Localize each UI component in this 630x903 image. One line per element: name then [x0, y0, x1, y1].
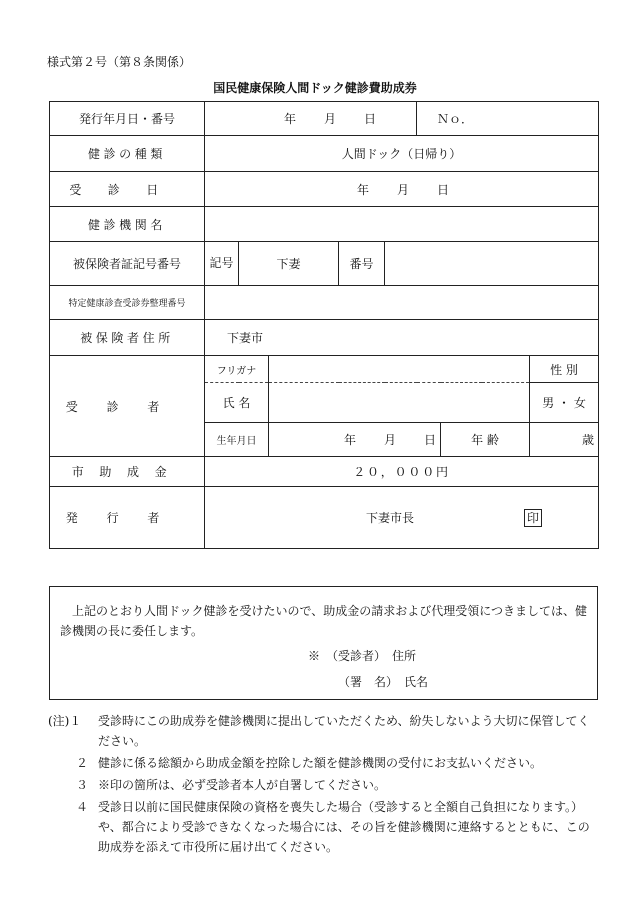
row-exam-date	[50, 172, 599, 207]
birth-date-field[interactable]	[269, 423, 441, 457]
symbol-label: 記号	[205, 242, 239, 286]
issue-year: 年	[284, 112, 297, 126]
birth-label: 生年月日	[205, 423, 269, 457]
row-subsidy	[50, 457, 599, 487]
note-text: ※印の箇所は、必ず受診者本人が自署してください。	[98, 778, 387, 792]
seal-stamp: 印	[524, 509, 542, 527]
number-field[interactable]	[385, 242, 599, 286]
furigana-label: フリガナ	[205, 356, 269, 383]
issue-date-label: 発行年月日・番号	[50, 102, 205, 136]
issue-date-field[interactable]	[205, 102, 417, 136]
address-value: 下妻市	[227, 331, 264, 345]
institution-field[interactable]	[205, 207, 599, 242]
subsidy-value: ２０，０００円	[205, 457, 599, 487]
note-label: (注)１	[48, 714, 82, 728]
exam-year: 年	[357, 182, 370, 197]
note-item	[62, 797, 592, 857]
symbol-value: 下妻	[239, 242, 339, 286]
row-issuer	[50, 487, 599, 549]
row-exam-type	[50, 136, 599, 172]
note-text: 受診日以前に国民健康保険の資格を喪失した場合（受診すると全額自己負担になります。）や、都合により受診できなくなった場合には、その旨を健診機関に連絡するとともに、この助成券を添えて市役所に届け出てください。	[98, 800, 590, 854]
note-item	[48, 711, 592, 751]
form-number: 様式第２号（第８条関係）	[47, 55, 192, 69]
furigana-field[interactable]	[269, 356, 530, 383]
subsidy-label: 市助成金	[50, 457, 205, 487]
issue-no: Ｎｏ．	[437, 112, 474, 126]
consent-text: 上記のとおり人間ドック健診を受けたいので、助成金の請求および代理受領につきましては、健診機関の長に委任します。	[60, 604, 588, 638]
address-field[interactable]	[205, 320, 599, 356]
exam-month: 月	[397, 182, 410, 197]
consent-signature-line[interactable]: （署 名） 氏名	[338, 675, 429, 689]
issue-day: 日	[364, 112, 377, 126]
name-field[interactable]	[269, 383, 530, 423]
row-institution	[50, 207, 599, 242]
insured-id-label: 被保険者証記号番号	[50, 242, 205, 286]
note-text: 受診時にこの助成券を健診機関に提出していただくため、紛失しないよう大切に保管してください。	[98, 714, 590, 748]
issue-no-field[interactable]	[417, 102, 599, 136]
row-furigana	[50, 356, 599, 383]
note-item	[62, 753, 592, 773]
issue-month: 月	[324, 112, 337, 126]
exam-type-label: 健診の種類	[50, 136, 205, 172]
row-issue	[50, 102, 599, 136]
age-unit: 歳	[530, 423, 599, 457]
birth-month: 月	[384, 433, 397, 447]
note-label: ４	[76, 800, 89, 814]
voucher-table	[49, 101, 599, 549]
row-specific-exam	[50, 286, 599, 320]
address-label: 被保険者住所	[50, 320, 205, 356]
note-label: ２	[76, 756, 89, 770]
row-insured-id	[50, 242, 599, 286]
issuer-value: 下妻市長	[366, 510, 415, 525]
issuer-label: 発行者	[50, 487, 205, 549]
row-address	[50, 320, 599, 356]
gender-value[interactable]: 男 ・ 女	[530, 383, 599, 423]
note-text: 健診に係る総額から助成金額を控除した額を健診機関の受付にお支払いください。	[98, 756, 543, 770]
notes-section	[48, 711, 592, 857]
age-label: 年 齢	[441, 423, 530, 457]
document-title: 国民健康保険人間ドック健診費助成券	[213, 81, 417, 95]
gender-label: 性 別	[530, 356, 599, 383]
note-label: ３	[76, 778, 89, 792]
consent-box	[49, 586, 598, 700]
birth-day: 日	[424, 433, 437, 447]
exam-day: 日	[437, 182, 450, 197]
specific-exam-label: 特定健康診査受診券整理番号	[50, 286, 205, 320]
number-label: 番号	[339, 242, 385, 286]
exam-type-value: 人間ドック（日帰り）	[205, 136, 599, 172]
consent-address-line[interactable]: ※ （受診者） 住所	[308, 649, 417, 663]
examinee-label: 受診者	[50, 356, 205, 457]
note-item	[62, 775, 592, 795]
institution-label: 健診機関名	[50, 207, 205, 242]
specific-exam-field[interactable]	[205, 286, 599, 320]
birth-year: 年	[344, 433, 357, 447]
exam-date-field[interactable]	[205, 172, 599, 207]
exam-date-label: 受診日	[50, 172, 205, 207]
issuer-field	[205, 487, 599, 549]
name-label: 氏 名	[205, 383, 269, 423]
